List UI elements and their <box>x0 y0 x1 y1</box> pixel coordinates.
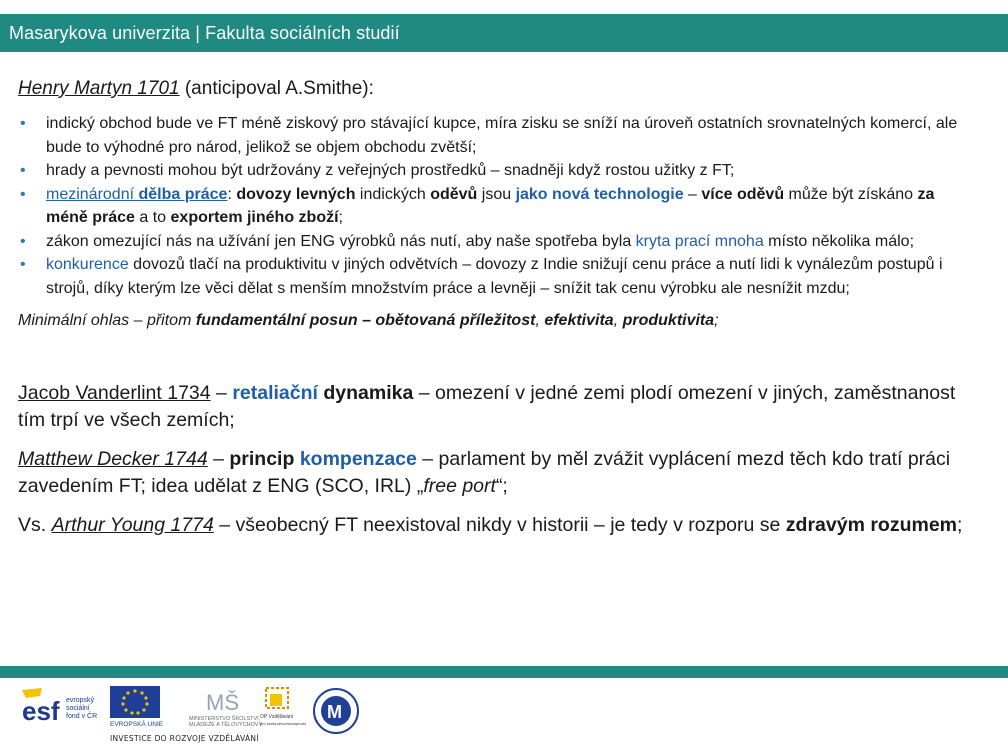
list-item <box>18 253 978 300</box>
eu-flag-icon <box>108 686 182 728</box>
muni-seal-icon <box>310 686 362 736</box>
header-title: Masarykova univerzita | Fakulta sociálních studií <box>9 23 400 43</box>
text-fragment: indických <box>355 185 431 203</box>
text-fragment: ; <box>714 312 719 329</box>
svg-text:M: M <box>327 702 342 722</box>
paragraph-vanderlint <box>18 380 978 434</box>
term-nova-technologie: jako nová technologie <box>515 185 684 203</box>
text-fragment: ; <box>338 209 343 226</box>
bullet-list <box>18 112 978 300</box>
term-fundamentalni-posun: fundamentální posun – obětovaná příležitost <box>195 312 536 329</box>
esf-label-2: sociální <box>66 705 90 712</box>
term-za-mene-prace: za méně práce <box>46 185 935 226</box>
text-fragment: Minimální ohlas – přitom <box>18 312 196 329</box>
footer-logos <box>20 686 360 746</box>
summary-line <box>18 312 978 330</box>
svg-text:esf: esf <box>22 696 60 726</box>
msmt-label-1: MINISTERSTVO ŠKOLSTVÍ, <box>189 716 261 722</box>
text-fragment: – <box>207 448 230 470</box>
text-fragment: ; <box>957 514 963 536</box>
text-fragment: “; <box>495 475 508 497</box>
term-efektivita: efektivita <box>544 312 614 329</box>
esf-logo-icon <box>20 686 106 728</box>
term-exportem: exportem jiného zboží <box>170 209 339 226</box>
op-label-2: pro konkurenceschopnost <box>260 721 306 726</box>
paragraph-decker <box>18 446 978 500</box>
bullet-dot-icon: • <box>20 256 26 273</box>
term-kompenzace: kompenzace <box>299 448 417 470</box>
text-fragment: : <box>227 185 237 203</box>
esf-label-3: fond v ČR <box>66 713 98 720</box>
list-item <box>18 112 978 159</box>
list-item <box>18 183 978 230</box>
bullet-dot-icon: • <box>20 232 26 250</box>
text-fragment: Vs. <box>18 514 52 536</box>
text-fragment: může být získáno <box>784 185 918 203</box>
eu-label: EVROPSKÁ UNIE <box>110 721 164 728</box>
text-fragment: místo několika málo; <box>763 232 915 250</box>
section-heading <box>18 78 978 100</box>
term-konkurence: konkurence <box>46 256 129 273</box>
list-item <box>18 230 978 254</box>
op-logo-icon <box>258 686 306 730</box>
term-produktivita: produktivita <box>622 312 715 329</box>
text-fragment: – parlament by měl zvážit vyplácení mezd těch kdo tratí práci zavedením FT; idea udělat z ENG (SCO, IRL) „ <box>18 448 951 497</box>
term-retaliacni: retaliační <box>232 382 318 404</box>
bullet-text: indický obchod bude ve FT méně ziskový pro stávající kupce, míra zisku se sníží na úroveň ostatních srovnatelných komercí, ale bude to výhodné pro národ, jelikož se objem obchodu zvětší; <box>46 115 958 156</box>
header-bar <box>0 14 1008 52</box>
term-dynamika: dynamika <box>323 382 414 404</box>
term-delba-prace: dělba práce <box>138 185 228 203</box>
text-fragment: dovozů tlačí na produktivitu v jiných odvětvích – dovozy z Indie snižují cenu práce a nutí lidi k vynálezům postupů i strojů, díky kterým lze věci dělat s menším množstvím práce a levněji – snížit tak cenu výrobku ale nesnížit mzdu; <box>46 256 943 297</box>
footer-bar <box>0 666 1008 678</box>
text-fragment: , <box>535 312 545 329</box>
author-young: Arthur Young 1774 <box>51 514 214 536</box>
investice-label: INVESTICE DO ROZVOJE VZDĚLÁVÁNÍ <box>110 734 259 743</box>
author-vanderlint: Jacob Vanderlint 1734 <box>18 382 211 404</box>
term-free-port: free port <box>423 475 496 497</box>
text-fragment: zákon omezující nás na užívání jen ENG výrobků nás nutí, aby naše spotřeba byla <box>46 232 636 250</box>
slide-content <box>18 78 978 539</box>
term-mezinarodni: mezinárodní <box>46 185 139 203</box>
msmt-label-2: MLÁDEŽE A TĚLOVÝCHOVY <box>189 722 263 728</box>
term-zdravym-rozumem: zdravým rozumem <box>785 514 958 536</box>
esf-label-1: evropský <box>66 697 95 704</box>
bullet-dot-icon: • <box>20 185 26 203</box>
text-fragment: a to <box>134 209 171 226</box>
text-fragment: – omezení v jedné zemi plodí omezení v jiných, zaměstnanost tím trpí ve všech zemích; <box>18 382 956 431</box>
author-decker: Matthew Decker 1744 <box>18 448 208 470</box>
text-fragment: – <box>210 382 233 404</box>
bullet-text: hrady a pevnosti mohou být udržovány z veřejných prostředků – snadněji když rostou užitky z FT; <box>46 162 735 179</box>
text-fragment: jsou <box>477 185 516 203</box>
paragraph-young <box>18 512 978 539</box>
bullet-dot-icon: • <box>20 162 26 179</box>
term-dovozy-levnych: dovozy levných <box>236 185 356 203</box>
term-kryta-praci: kryta prací mnoha <box>635 232 764 250</box>
text-fragment: – všeobecný FT neexistoval nikdy v historii – je tedy v rozporu se <box>213 514 786 536</box>
text-fragment: , <box>613 312 623 329</box>
list-item <box>18 159 978 183</box>
op-label-1: OP Vzdělávání <box>260 714 294 720</box>
term-vice-odevu: více oděvů <box>701 185 785 203</box>
term-odevu: oděvů <box>430 185 478 203</box>
bullet-dot-icon: • <box>20 115 26 132</box>
heading-paren: (anticipoval A.Smithe): <box>179 78 374 99</box>
svg-text:MŠ: MŠ <box>206 690 239 715</box>
term-princip: princip <box>229 448 295 470</box>
text-fragment: – <box>683 185 702 203</box>
author-henry-martyn: Henry Martyn 1701 <box>18 78 180 99</box>
